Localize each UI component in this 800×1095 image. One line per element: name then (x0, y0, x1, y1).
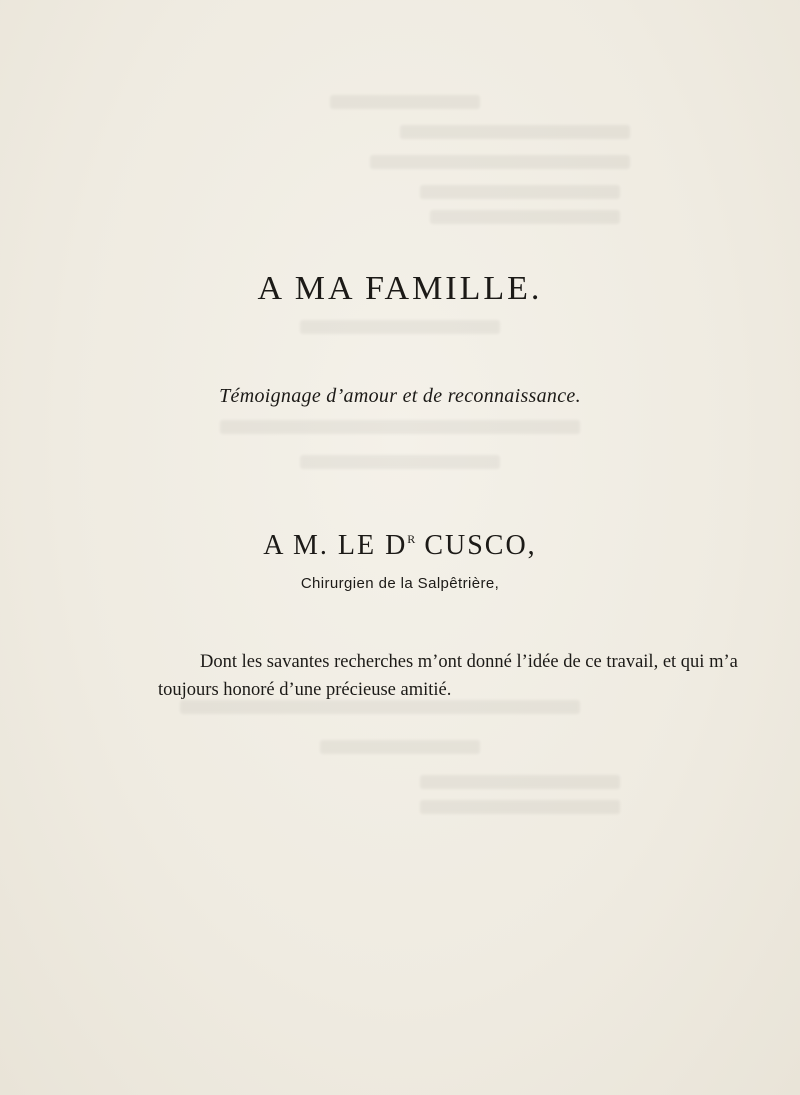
dedicatee-role: Chirurgien de la Salpêtrière, (300, 575, 500, 592)
dedication-superscript: R (407, 532, 416, 546)
page-title: A MA FAMILLE. (257, 270, 543, 307)
dedication-heading (0, 530, 800, 562)
paragraph-line-1: Dont les savantes recherches m’ont donné l’idée de ce travail, et qui m’a (200, 652, 738, 672)
dedication-prefix: A M. LE D (263, 530, 408, 561)
paragraph-line-2: toujours honoré d’une précieuse amitié. (158, 680, 452, 700)
dedication-name: CUSCO, (424, 530, 537, 561)
dedication-paragraph (158, 648, 738, 704)
dedication-subtitle: Témoignage d’amour et de reconnaissance. (219, 385, 581, 407)
